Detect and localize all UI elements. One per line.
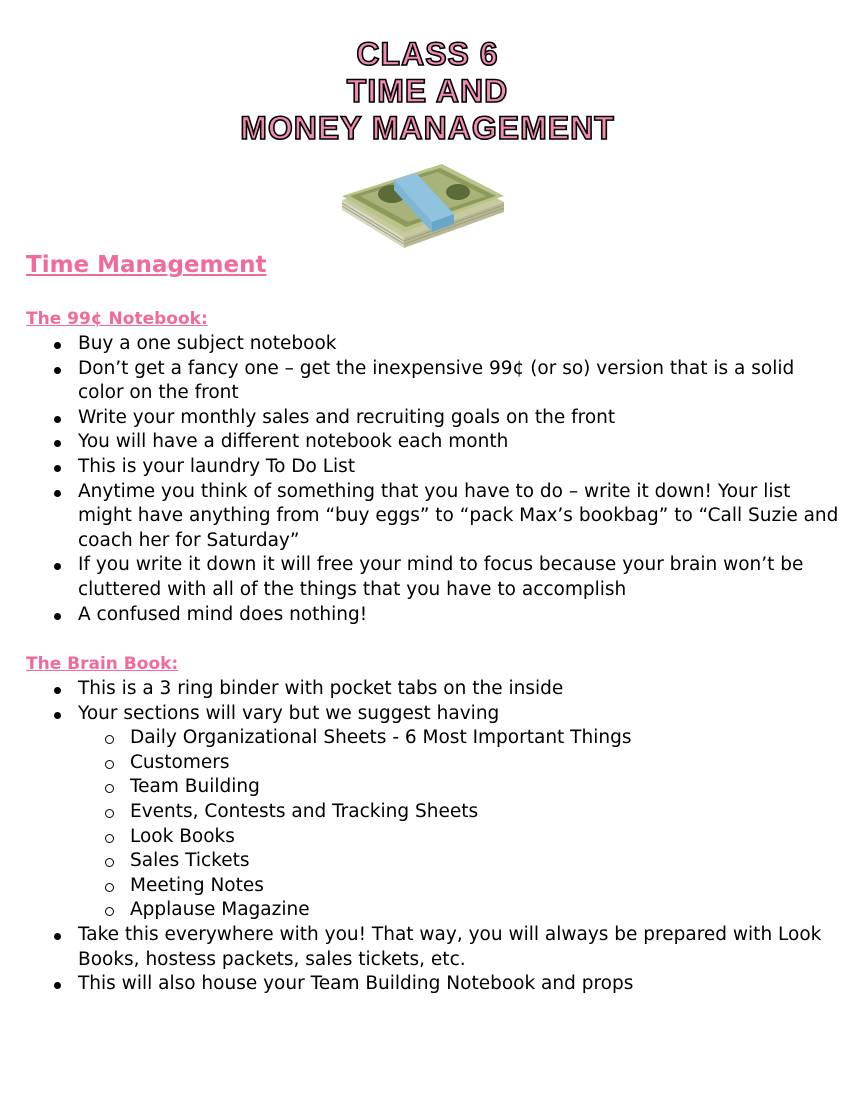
title-line-1: CLASS 6 <box>356 36 499 72</box>
sub-list-item: Team Building <box>78 775 840 800</box>
sub-list-item: Look Books <box>78 825 840 850</box>
list-item: If you write it down it will free your mind to focus because your brain won’t be cluttered with all of the things that you have to accomplish <box>0 553 840 602</box>
list-item: Write your monthly sales and recruiting goals on the front <box>0 406 840 431</box>
list-item: A confused mind does nothing! <box>0 603 840 628</box>
sub-list-item: Sales Tickets <box>78 849 840 874</box>
sub-list-item: Meeting Notes <box>78 874 840 899</box>
notebook-list <box>0 332 840 627</box>
list-item: You will have a different notebook each month <box>0 430 840 455</box>
list-item: This will also house your Team Building Notebook and props <box>0 972 840 997</box>
title-line-2: TIME AND <box>346 73 509 109</box>
list-item: Buy a one subject notebook <box>0 332 840 357</box>
list-item: Take this everywhere with you! That way, you will always be prepared with Look Books, hostess packets, sales tickets, etc. <box>0 923 840 972</box>
brain-book-heading: The Brain Book: <box>26 654 179 674</box>
notebook-heading: The 99¢ Notebook: <box>26 309 208 329</box>
page-title <box>0 36 855 147</box>
sub-list-item: Applause Magazine <box>78 898 840 923</box>
sub-list-item: Daily Organizational Sheets - 6 Most Important Things <box>78 726 840 751</box>
list-item: Your sections will vary but we suggest having <box>0 702 840 727</box>
list-item: This is a 3 ring binder with pocket tabs on the inside <box>0 677 840 702</box>
sections-sublist <box>78 726 840 923</box>
money-stack-icon <box>338 156 508 250</box>
list-item: Don’t get a fancy one – get the inexpensive 99¢ (or so) version that is a solid color on the front <box>0 357 840 406</box>
section-heading-time-management: Time Management <box>26 252 267 278</box>
sub-list-container <box>0 726 840 923</box>
brain-book-list <box>0 677 840 997</box>
sub-list-item: Customers <box>78 751 840 776</box>
list-item: This is your laundry To Do List <box>0 455 840 480</box>
title-line-3: MONEY MANAGEMENT <box>240 110 615 146</box>
sub-list-item: Events, Contests and Tracking Sheets <box>78 800 840 825</box>
list-item: Anytime you think of something that you have to do – write it down! Your list might have anything from “buy eggs” to “pack Max’s bookbag” to “Call Suzie and coach her for Saturday” <box>0 480 840 554</box>
